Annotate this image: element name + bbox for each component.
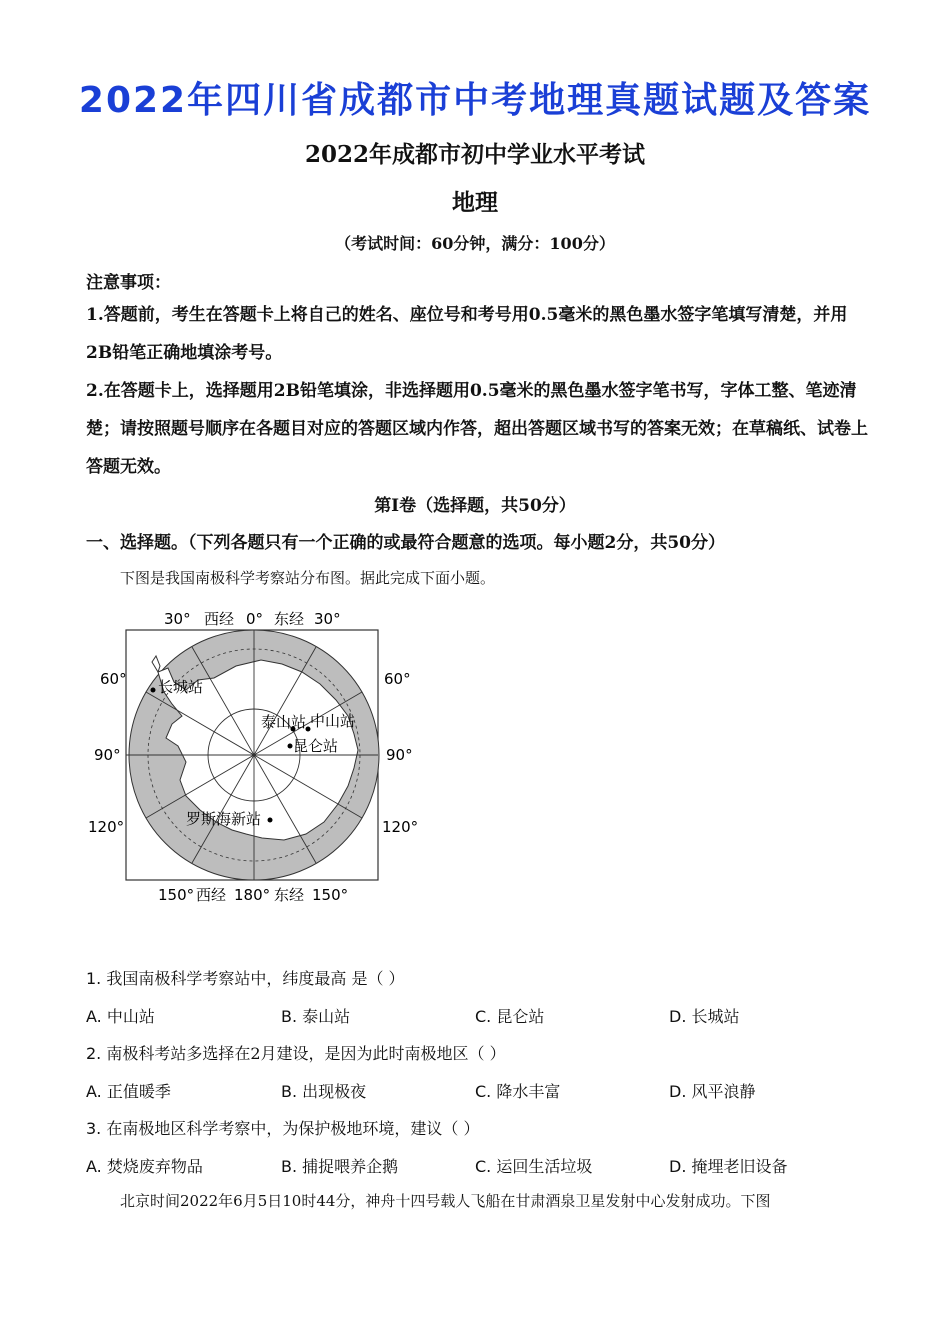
q2-option-d[interactable]: D. 风平浪静 (669, 1082, 756, 1101)
label-bottom-180: 180° (234, 886, 271, 904)
question-number: 2. (86, 1044, 102, 1063)
q1-option-d[interactable]: D. 长城站 (669, 1007, 740, 1026)
document-title: 2022年四川省成都市中考地理真题试题及答案 (78, 80, 872, 121)
q2-option-b[interactable]: B. 出现极夜 (281, 1082, 367, 1101)
q1-option-a[interactable]: A. 中山站 (86, 1007, 155, 1026)
question-text: 我国南极科学考察站中，纬度最高 是（ ） (106, 969, 405, 988)
luosihai-station-dot (268, 818, 273, 823)
exam-title: 2022年成都市初中学业水平考试 (304, 141, 645, 168)
q1-option-c[interactable]: C. 昆仑站 (475, 1007, 545, 1026)
label-right-90: 90° (386, 746, 413, 764)
label-left-60: 60° (100, 670, 127, 688)
q2-option-a[interactable]: A. 正值暖季 (86, 1082, 171, 1101)
question-3 (86, 1116, 479, 1139)
label-bottom-150e: 150° (312, 886, 349, 904)
label-left-120: 120° (88, 818, 125, 836)
label-left-90: 90° (94, 746, 121, 764)
station-label-taishan: 泰山站 (261, 713, 307, 731)
label-right-120: 120° (382, 818, 419, 836)
question-1 (86, 966, 405, 989)
question-text: 在南极地区科学考察中，为保护极地环境，建议（ ） (106, 1119, 480, 1138)
label-right-60: 60° (384, 670, 411, 688)
q1-option-b[interactable]: B. 泰山站 (281, 1007, 351, 1026)
station-label-luosihai: 罗斯海新站 (186, 810, 262, 828)
question-text: 南极科考站多选择在2月建设，是因为此时南极地区（ ） (106, 1044, 506, 1063)
q3-option-b[interactable]: B. 捕捉喂养企鹅 (281, 1157, 399, 1176)
question-2 (86, 1041, 506, 1064)
section-title: 第Ⅰ卷（选择题，共50分） (374, 496, 576, 516)
label-bottom-west: 西经 (196, 886, 227, 904)
peninsula (152, 656, 160, 672)
notice-item-2: 2.在答题卡上，选择题用2B铅笔填涂，非选择题用0.5毫米的黑色墨水签字笔书写，字体工整、笔迹清楚；请按照题号顺序在各题目对应的答题区域内作答，超出答题区域书写的答案无效；在草稿纸、试卷上答题无效。 (86, 381, 868, 477)
antarctic-map (86, 600, 436, 910)
label-top-30e: 30° (314, 610, 341, 628)
part-one-heading: 一、选择题。（下列各题只有一个正确的或最符合题意的选项。每小题2分，共50分） (86, 533, 725, 553)
q3-option-c[interactable]: C. 运回生活垃圾 (475, 1157, 593, 1176)
notice-heading: 注意事项： (86, 273, 171, 293)
question-number: 1. (86, 969, 102, 988)
label-top-west: 西经 (204, 610, 235, 628)
question-intro: 下图是我国南极科学考察站分布图。据此完成下面小题。 (120, 569, 496, 587)
question-number: 3. (86, 1119, 102, 1138)
label-top-30w: 30° (164, 610, 191, 628)
station-label-kunlun: 昆仑站 (293, 737, 339, 755)
label-bottom-east: 东经 (274, 886, 305, 904)
label-top-0: 0° (246, 610, 264, 628)
next-question-intro: 北京时间2022年6月5日10时44分，神舟十四号载人飞船在甘肃酒泉卫星发射中心发射成功。下图 (120, 1192, 771, 1210)
q2-option-c[interactable]: C. 降水丰富 (475, 1082, 561, 1101)
station-label-changcheng: 长城站 (158, 678, 204, 696)
q3-option-d[interactable]: D. 掩埋老旧设备 (669, 1157, 788, 1176)
changcheng-station-dot (151, 688, 156, 693)
kunlun-station-dot (288, 744, 293, 749)
exam-info: （考试时间：60分钟，满分：100分） (335, 234, 615, 253)
subject-title: 地理 (452, 189, 498, 216)
station-label-zhongshan: 中山站 (310, 712, 356, 730)
label-bottom-150w: 150° (158, 886, 195, 904)
q3-option-a[interactable]: A. 焚烧废弃物品 (86, 1157, 203, 1176)
notice-item-1: 1.答题前，考生在答题卡上将自己的姓名、座位号和考号用0.5毫米的黑色墨水签字笔填写清楚，并用2B铅笔正确地填涂考号。 (86, 305, 848, 363)
label-top-east: 东经 (274, 610, 305, 628)
